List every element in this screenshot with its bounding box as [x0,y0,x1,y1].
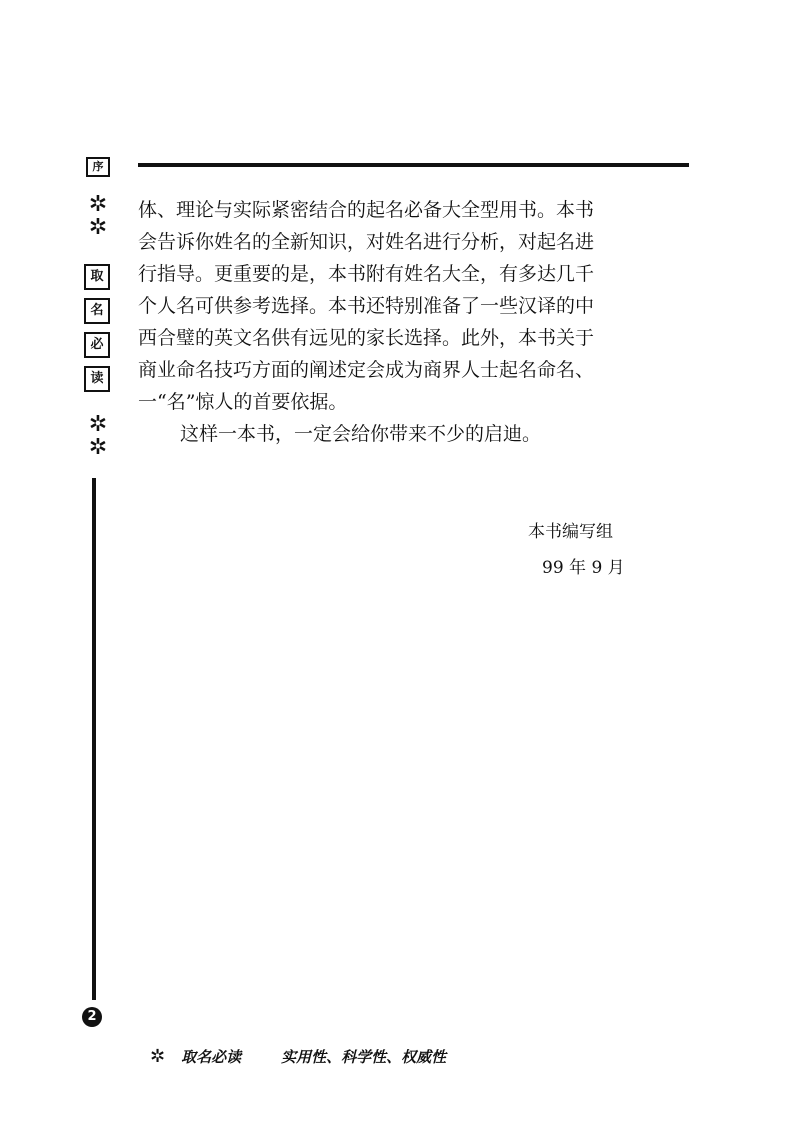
vertical-title-char: 必 [84,332,110,358]
footer-ornament-icon: ✲ [150,1046,166,1067]
flower-ornament-icon: ✲ [88,215,108,240]
closing-paragraph: 这样一本书，一定会给你带来不少的启迪。 [180,423,542,445]
body-line: 体、理论与实际紧密结合的起名必备大全型用书。本书 [138,199,595,221]
body-line: 个人名可供参考选择。本书还特别准备了一些汉译的中 [138,295,595,317]
vertical-title-char: 读 [84,366,110,392]
page-number: 2 [82,1007,102,1027]
vertical-rule [92,478,96,1000]
flower-ornament-icon: ✲ [88,412,108,437]
signature-block [528,514,625,586]
body-line: 西合璧的英文名供有远见的家长选择。此外，本书关于 [138,327,595,349]
top-rule [138,163,689,167]
corner-mark: 序 [86,157,110,177]
flower-ornament-icon: ✲ [88,435,108,460]
signature-date: 99 年 9 月 [542,558,625,578]
signature-author: 本书编写组 [528,522,613,542]
body-line: 行指导。更重要的是，本书附有姓名大全，有多达几千 [138,263,595,285]
footer-tagline: 实用性、科学性、权威性 [281,1048,447,1066]
body-line: 商业命名技巧方面的阐述定会成为商界人士起名命名、 [138,359,595,381]
body-text [138,194,698,450]
footer-book-title: 取名必读 [181,1048,242,1066]
vertical-title-char: 名 [84,298,110,324]
body-line: 会告诉你姓名的全新知识，对姓名进行分析，对起名进 [138,231,595,253]
flower-ornament-icon: ✲ [88,192,108,217]
vertical-title-char: 取 [84,264,110,290]
body-line: 一“名”惊人的首要依据。 [138,391,348,413]
running-footer [150,1046,446,1067]
